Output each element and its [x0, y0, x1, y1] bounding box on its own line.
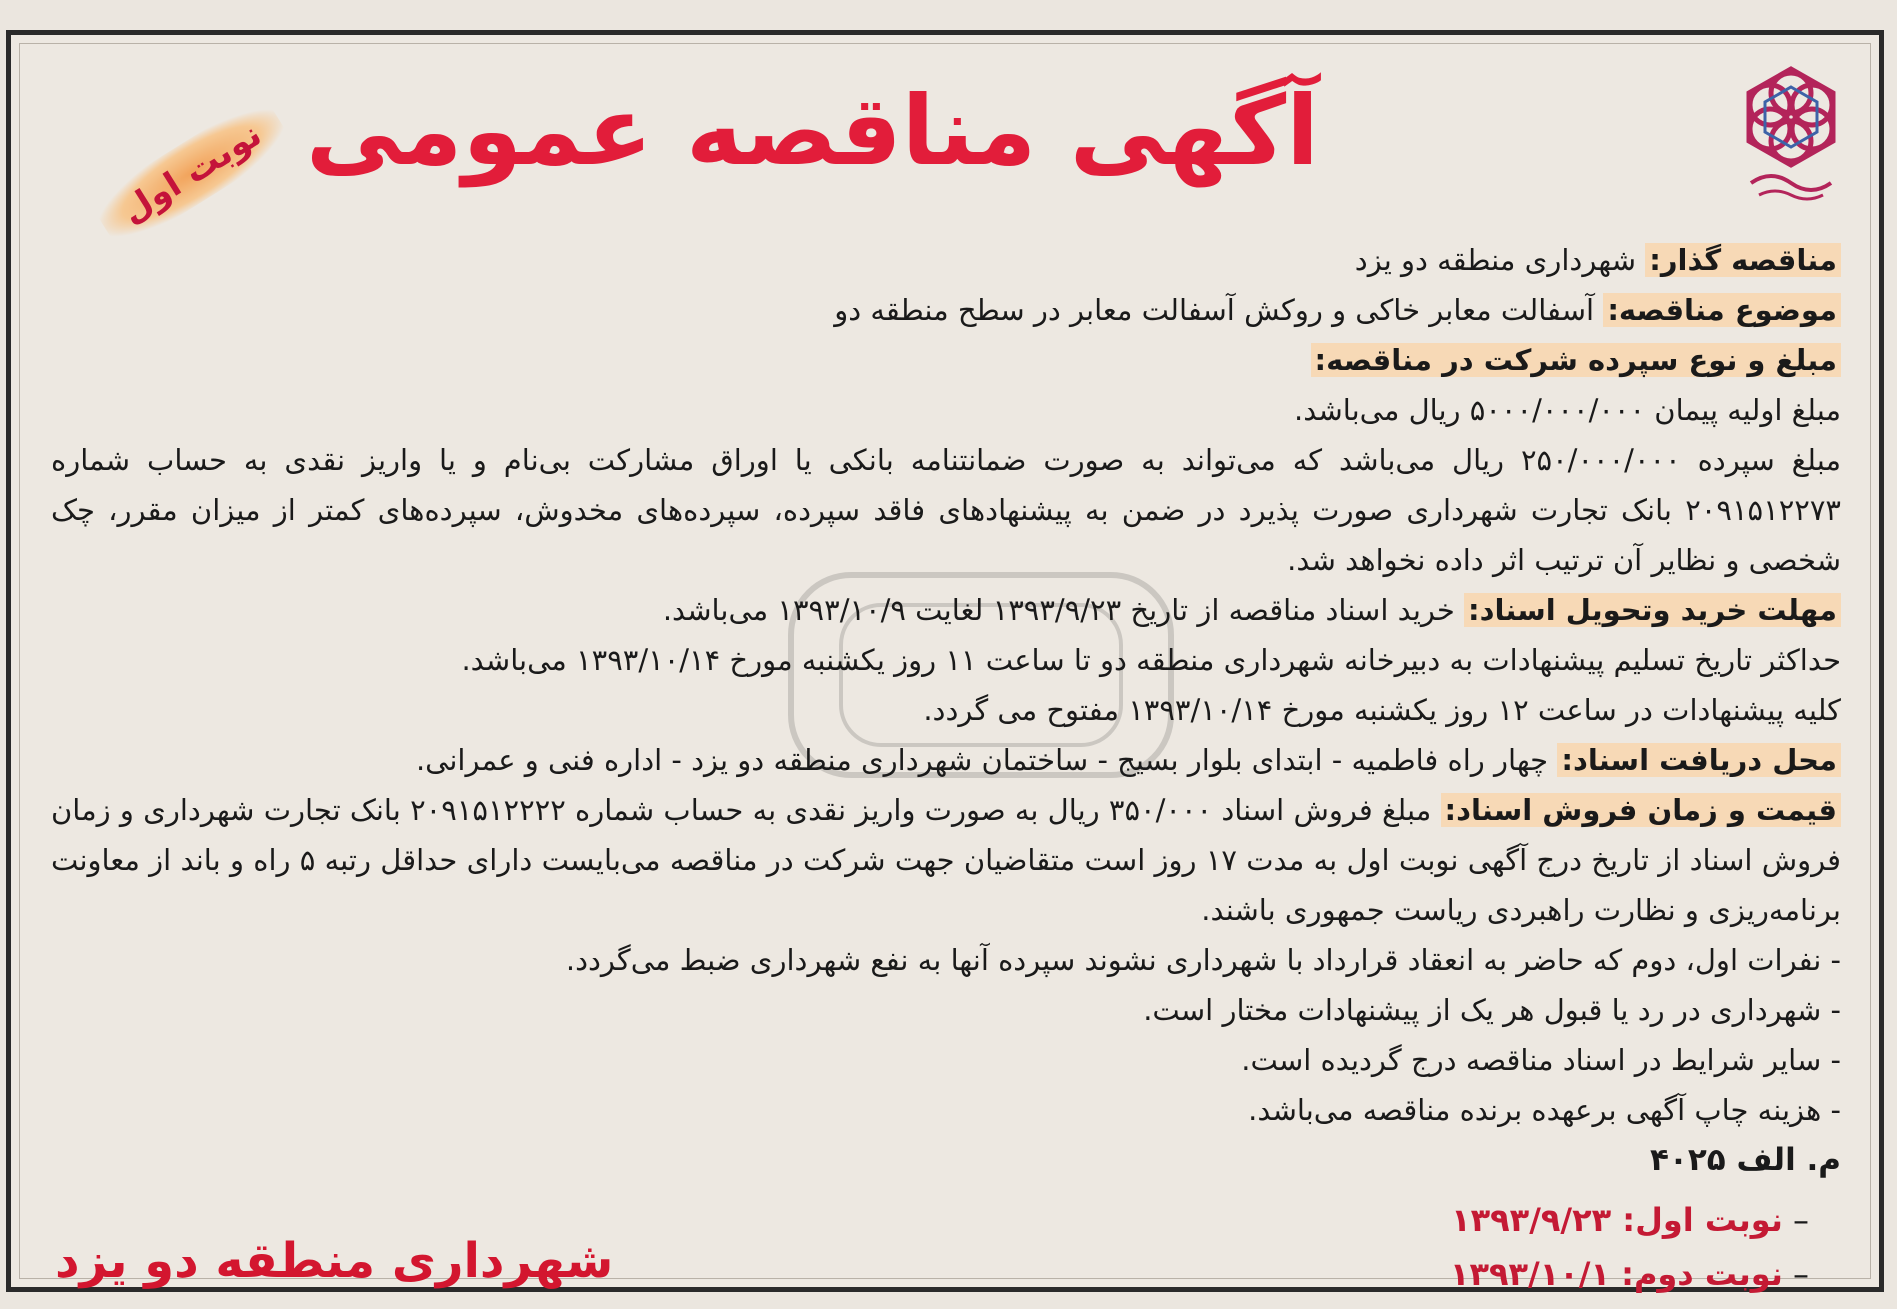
note-item: - نفرات اول، دوم که حاضر به انعقاد قرارداد با شهرداری نشوند سپرده آنها به نفع شهرداری ضبط می‌گردد. [565, 943, 1841, 977]
first-round-label: نوبت اول: [1622, 1201, 1783, 1239]
municipality-logo-icon [1731, 55, 1851, 205]
price-value: مبلغ فروش اسناد ۳۵۰/۰۰۰ ریال به صورت واریز نقدی به حساب شماره ۲۰۹۱۵۱۲۲۲۲ بانک تجارت شهرداری و زمان فروش اسناد از تاریخ درج آگهی نوبت اول به مدت ۱۷ روز است متقاضیان جهت شرکت در مناقصه می‌بایست دارای حداقل رتبه ۵ راه و باند از معاونت برنامه‌ریزی و نظارت راهبردی ریاست جمهوری باشند. [51, 793, 1841, 927]
opening-text: کلیه پیشنهادات در ساعت ۱۲ روز یکشنبه مورخ ۱۳۹۳/۱۰/۱۴ مفتوح می گردد. [923, 693, 1841, 727]
organizer-value: شهرداری منطقه دو یزد [1354, 243, 1636, 277]
deadline-row [51, 585, 1841, 635]
deposit-row [51, 335, 1841, 385]
second-round-label: نوبت دوم: [1621, 1255, 1783, 1293]
subject-value: آسفالت معابر خاکی و روکش آسفالت معابر در سطح منطقه دو [834, 293, 1595, 327]
subject-label: موضوع مناقصه: [1603, 293, 1841, 327]
ad-frame [6, 30, 1884, 1292]
ad-title: آگهی مناقصه عمومی [305, 75, 1319, 187]
subject-row [51, 285, 1841, 335]
price-row [51, 785, 1841, 935]
initial-amount: مبلغ اولیه پیمان ۵۰۰۰/۰۰۰/۰۰۰ ریال می‌باشد. [1294, 393, 1841, 427]
note-item: - شهرداری در رد یا قبول هر یک از پیشنهادات مختار است. [1143, 993, 1841, 1027]
round-stamp: نوبت اول [89, 93, 295, 252]
location-row [51, 735, 1841, 785]
first-round-date: ۱۳۹۳/۹/۲۳ [1451, 1201, 1612, 1239]
second-round-row: – نوبت دوم: ۱۳۹۳/۱۰/۱ [1449, 1255, 1809, 1293]
deposit-label: مبلغ و نوع سپرده شرکت در مناقصه: [1311, 343, 1841, 377]
publication-rounds [1450, 1193, 1809, 1301]
ad-body [51, 235, 1841, 1185]
footer-signature: شهرداری منطقه دو یزد [55, 1233, 614, 1289]
reference-number: م. الف ۴۰۲۵ [1650, 1142, 1841, 1178]
price-label: قیمت و زمان فروش اسناد: [1441, 793, 1841, 827]
organizer-row [51, 235, 1841, 285]
location-value: چهار راه فاطمیه - ابتدای بلوار بسیج - ساختمان شهرداری منطقه دو یزد - اداره فنی و عمرانی. [415, 743, 1549, 777]
location-label: محل دریافت اسناد: [1557, 743, 1841, 777]
organizer-label: مناقصه گذار: [1645, 243, 1841, 277]
first-round-row: – نوبت اول: ۱۳۹۳/۹/۲۳ [1451, 1201, 1809, 1239]
note-item: - سایر شرایط در اسناد مناقصه درج گردیده است. [1241, 1043, 1841, 1077]
deposit-text: مبلغ سپرده ۲۵۰/۰۰۰/۰۰۰ ریال می‌باشد که می‌تواند به صورت ضمانتنامه بانکی یا اوراق مشارکت بی‌نام و یا واریز نقدی به حساب شماره ۲۰۹۱۵۱۲۲۷۳ بانک تجارت شهرداری صورت پذیرد در ضمن به پیشنهادهای فاقد سپرده، سپرده‌های مخدوش، سپرده‌های کمتر از میزان مقرر، چک شخصی و نظایر آن ترتیب اثر داده نخواهد شد. [51, 443, 1841, 577]
note-item: - هزینه چاپ آگهی برعهده برنده مناقصه می‌باشد. [1248, 1093, 1841, 1127]
deadline-value: خرید اسناد مناقصه از تاریخ ۱۳۹۳/۹/۲۳ لغایت ۱۳۹۳/۱۰/۹ می‌باشد. [662, 593, 1455, 627]
deadline-label: مهلت خرید وتحویل اسناد: [1464, 593, 1841, 627]
second-round-date: ۱۳۹۳/۱۰/۱ [1449, 1255, 1611, 1293]
submission-text: حداکثر تاریخ تسلیم پیشنهادات به دبیرخانه شهرداری منطقه دو تا ساعت ۱۱ روز یکشنبه مورخ ۱۳۹۳/۱۰/۱۴ می‌باشد. [461, 643, 1841, 677]
